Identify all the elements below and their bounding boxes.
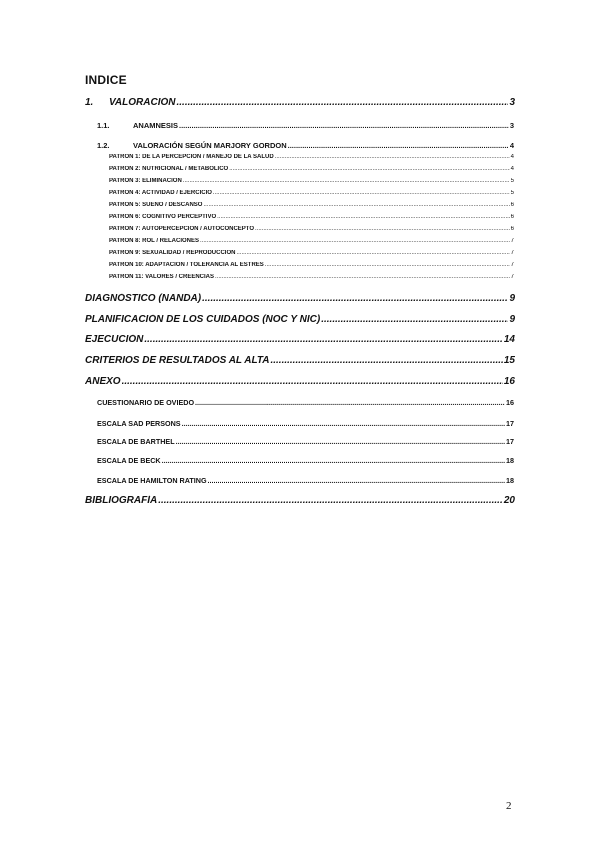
toc-leader-dots: [208, 476, 505, 485]
toc-entry-page: 17: [506, 419, 514, 428]
page-number: 2: [506, 800, 512, 812]
toc-leader-dots: [183, 178, 510, 184]
toc-entry-valoracion-gordon[interactable]: [97, 141, 514, 150]
toc-entry-page: 4: [510, 154, 514, 160]
toc-entry-page: 5: [510, 190, 514, 196]
toc-leader-dots: [265, 262, 510, 268]
toc-entry-number: 1.1.: [97, 121, 110, 130]
toc-leader-dots: [203, 202, 509, 208]
toc-leader-dots: [288, 141, 509, 150]
toc-entry-page: 20: [503, 495, 515, 506]
toc-entry-label: BIBLIOGRAFÍA: [85, 495, 158, 506]
toc-entry-anexo[interactable]: [85, 376, 515, 387]
toc-leader-dots: [215, 274, 510, 280]
toc-entry-valoracion[interactable]: [85, 97, 515, 108]
toc-entry-label: PATRÓN 6: COGNITIVO PERCEPTIVO: [109, 214, 217, 220]
toc-entry-page: 7: [510, 250, 514, 256]
toc-entry-label: CRITERIOS DE RESULTADOS AL ALTA: [85, 355, 270, 366]
toc-leader-dots: [270, 355, 502, 366]
toc-entry-escala-barthel[interactable]: [97, 437, 514, 446]
toc-entry-label: PATRÓN 7: AUTOPERCEPCIÓN / AUTOCONCEPTO: [109, 226, 255, 232]
toc-entry-patron-1[interactable]: [109, 154, 514, 160]
toc-entry-patron-10[interactable]: [109, 262, 514, 268]
toc-leader-dots: [217, 214, 510, 220]
toc-entry-label: PATRÓN 1: DE LA PERCEPCIÓN / MANEJO DE LA SALUD: [109, 154, 274, 160]
toc-entry-page: 9: [509, 293, 515, 304]
toc-entry-page: 7: [510, 262, 514, 268]
toc-entry-label: PATRÓN 8: ROL / RELACIONES: [109, 238, 200, 244]
toc-entry-label: ANEXO: [85, 376, 121, 387]
toc-leader-dots: [176, 437, 505, 446]
toc-entry-page: 18: [506, 456, 514, 465]
toc-entry-patron-8[interactable]: [109, 238, 514, 244]
toc-leader-dots: [200, 238, 510, 244]
toc-leader-dots: [176, 97, 508, 108]
toc-entry-page: 6: [510, 214, 514, 220]
toc-leader-dots: [182, 419, 505, 428]
toc-leader-dots: [144, 334, 503, 345]
toc-leader-dots: [321, 314, 508, 325]
toc-entry-label: ANAMNESIS: [133, 121, 179, 130]
toc-entry-number: 1.: [85, 97, 94, 108]
toc-entry-label: DIAGNÓSTICO (NANDA): [85, 293, 202, 304]
toc-entry-label: PLANIFICACIÓN DE LOS CUIDADOS (NOC Y NIC): [85, 314, 321, 325]
toc-entry-label: VALORACIÓN SEGÚN MARJORY GORDON: [133, 141, 287, 150]
toc-entry-page: 5: [510, 178, 514, 184]
toc-entry-page: 17: [506, 437, 514, 446]
toc-entry-number: 1.2.: [97, 141, 110, 150]
toc-entry-label: ESCALA DE BECK: [97, 456, 161, 465]
toc-title: INDICE: [85, 73, 127, 87]
toc-entry-patron-5[interactable]: [109, 202, 514, 208]
toc-entry-escala-hamilton[interactable]: [97, 476, 514, 485]
toc-entry-patron-3[interactable]: [109, 178, 514, 184]
toc-entry-label: ESCALA SAD PERSONS: [97, 419, 181, 428]
toc-entry-label: ESCALA DE HAMILTON RATING: [97, 476, 207, 485]
toc-entry-page: 4: [509, 141, 514, 150]
toc-entry-page: 15: [503, 355, 515, 366]
toc-entry-patron-11[interactable]: [109, 274, 514, 280]
toc-entry-label: PATRÓN 4: ACTIVIDAD / EJERCICIO: [109, 190, 212, 196]
toc-entry-anamnesis[interactable]: [97, 121, 514, 130]
toc-entry-page: 3: [509, 121, 514, 130]
toc-leader-dots: [179, 121, 509, 130]
toc-leader-dots: [229, 166, 509, 172]
toc-entry-cuestionario-oviedo[interactable]: [97, 398, 514, 407]
toc-leader-dots: [255, 226, 510, 232]
toc-entry-patron-7[interactable]: [109, 226, 514, 232]
toc-leader-dots: [162, 456, 505, 465]
toc-entry-label: PATRÓN 9: SEXUALIDAD / REPRODUCCIÓN: [109, 250, 236, 256]
toc-entry-page: 4: [510, 166, 514, 172]
toc-entry-page: 3: [509, 97, 515, 108]
toc-leader-dots: [158, 495, 503, 506]
toc-leader-dots: [213, 190, 510, 196]
toc-leader-dots: [202, 293, 508, 304]
toc-entry-diagnostico[interactable]: [85, 293, 515, 304]
toc-entry-page: 6: [510, 226, 514, 232]
toc-entry-label: VALORACIÓN: [109, 97, 176, 108]
toc-entry-page: 16: [503, 376, 515, 387]
toc-entry-page: 7: [510, 238, 514, 244]
toc-entry-page: 16: [506, 398, 514, 407]
toc-entry-label: PATRÓN 3: ELIMINACIÓN: [109, 178, 182, 184]
toc-entry-label: ESCALA DE BARTHEL: [97, 437, 175, 446]
toc-entry-label: EJECUCIÓN: [85, 334, 144, 345]
toc-entry-page: 6: [510, 202, 514, 208]
toc-entry-page: 18: [506, 476, 514, 485]
toc-entry-ejecucion[interactable]: [85, 334, 515, 345]
toc-leader-dots: [275, 154, 510, 160]
toc-entry-label: PATRÓN 2: NUTRICIONAL / METABÓLICO: [109, 166, 229, 172]
toc-entry-page: 9: [509, 314, 515, 325]
toc-entry-bibliografia[interactable]: [85, 495, 515, 506]
toc-entry-page: 14: [503, 334, 515, 345]
toc-leader-dots: [122, 376, 503, 387]
toc-entry-label: CUESTIONARIO DE OVIEDO: [97, 398, 195, 407]
toc-entry-label: PATRÓN 5: SUEÑO / DESCANSO: [109, 202, 203, 208]
toc-entry-label: PATRÓN 11: VALORES / CREENCIAS: [109, 274, 215, 280]
toc-entry-planificacion[interactable]: [85, 314, 515, 325]
toc-entry-patron-6[interactable]: [109, 214, 514, 220]
toc-entry-patron-2[interactable]: [109, 166, 514, 172]
toc-entry-label: PATRÓN 10: ADAPTACIÓN / TOLERANCIA AL ESTRÉS: [109, 262, 264, 268]
toc-entry-patron-4[interactable]: [109, 190, 514, 196]
toc-entry-criterios[interactable]: [85, 355, 515, 366]
toc-entry-escala-sad-persons[interactable]: [97, 419, 514, 428]
toc-entry-page: 7: [510, 274, 514, 280]
toc-entry-patron-9[interactable]: [109, 250, 514, 256]
toc-leader-dots: [236, 250, 509, 256]
toc-entry-escala-beck[interactable]: [97, 456, 514, 465]
toc-leader-dots: [195, 398, 505, 407]
